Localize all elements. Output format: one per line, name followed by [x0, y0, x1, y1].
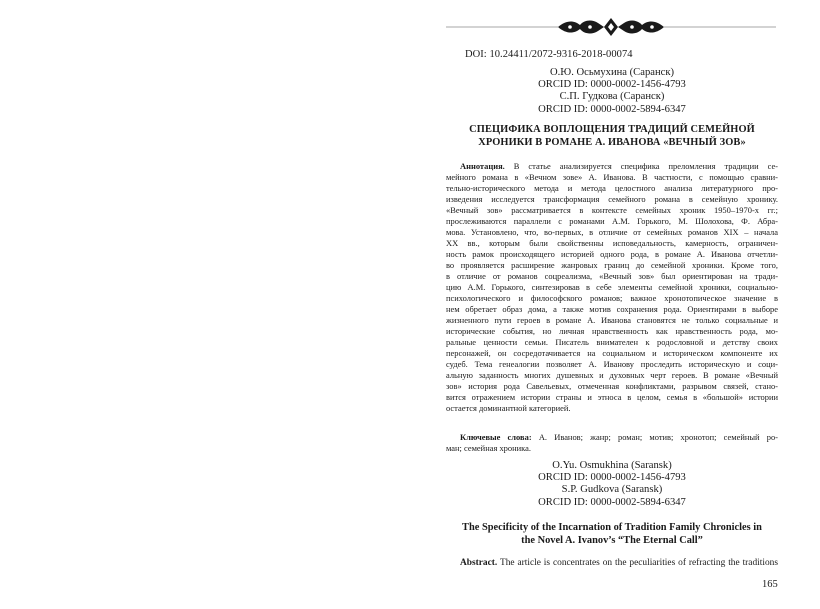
keywords-label: Ключевые слова: — [460, 432, 532, 442]
orcid-line: ORCID ID: 0000-0002-5894-6347 — [538, 496, 686, 508]
abstract-line: вится отражением истории страны и этноса в целом, семья в «большой» истории — [446, 392, 778, 403]
abstract-line: ральные ценности семьи. Писатель внимателен к родословной и детству своих — [446, 337, 778, 348]
abstract-line: мейного романа в «Вечном зове» А. Иванова. В частности, с помощью сравни- — [446, 172, 778, 183]
abstract-line: альную заданность многих душевных и духовных черт героев. В романе «Вечный — [446, 370, 778, 381]
orcid-line: ORCID ID: 0000-0002-5894-6347 — [538, 103, 686, 115]
abstract-line: персонажей, он сосредотачивается на социальном и историческом компоненте их — [446, 348, 778, 359]
keywords-line — [446, 432, 778, 443]
abstract-en-text: The article is concentrates on the peculiarities of refracting the traditions — [497, 558, 778, 568]
title-line: ХРОНИКИ В РОМАНЕ А. ИВАНОВА «ВЕЧНЫЙ ЗОВ» — [478, 136, 746, 148]
abstract-line: жизненного пути героев в романе А. Иванова становятся не только социальные и — [446, 315, 778, 326]
abstract-en — [446, 557, 778, 569]
abstract-first-line: В статье анализируется специфика преломления традиции се- — [504, 161, 778, 171]
abstract-line: XX вв., которым были свойственны исповедальность, камерность, ограничен- — [446, 238, 778, 249]
author-line: S.P. Gudkova (Saransk) — [561, 484, 663, 496]
page-number: 165 — [762, 579, 778, 590]
abstract-line: прослеживаются параллели с романами А.М. Горького, М. Шолохова, Ф. Абра- — [446, 216, 778, 227]
header-ornament — [446, 16, 776, 38]
abstract-line: изведения исследуется трансформация семейного романа в семейную хронику. — [446, 194, 778, 205]
abstract-line: во проявляется расширение жанровых границ до семейной хроники. Кроме того, — [446, 260, 778, 271]
keywords-ru — [446, 432, 778, 454]
abstract-line: исторические события, но личная нравственность как нравственность рода, мо- — [446, 326, 778, 337]
title-line: СПЕЦИФИКА ВОПЛОЩЕНИЯ ТРАДИЦИЙ СЕМЕЙНОЙ — [469, 124, 755, 135]
title-line: The Specificity of the Incarnation of Tradition Family Chronicles in — [462, 522, 762, 533]
abstract-line: «Вечный зов» рассматривается в контексте семейных хроник 1950–1970-х гг.; — [446, 205, 778, 216]
author-line: O.Yu. Osmukhina (Saransk) — [552, 460, 672, 471]
abstract-line: зов» история рода Савельевых, отмеченная конфликтами, разрывом связей, стано- — [446, 381, 778, 392]
keywords-first-line: А. Иванов; жанр; роман; мотив; хронотоп; семейный ро- — [531, 432, 778, 442]
abstract-line: в отличие от романов соцреализма, «Вечный зов» был ориентирован на тради- — [446, 271, 778, 282]
abstract-line: нем обретает образ дома, а также мотив сохранения рода. Ориентирами в выборе — [446, 304, 778, 315]
abstract-line: мова. Установлено, что, во-первых, в отличие от семейных романов XIX – начала — [446, 227, 778, 238]
abstract-line: ность рамок происходящего историей одного рода, в романе А. Иванова отчетли- — [446, 249, 778, 260]
abstract-line — [446, 161, 778, 172]
abstract-line: цию А.М. Горького, синтезировав в себе элементы семейной хроники, социально- — [446, 282, 778, 293]
abstract-ru — [446, 161, 778, 414]
article-title-en — [446, 522, 778, 547]
abstract-line: тельно-исторического метода и метода целостного анализа литературного про- — [446, 183, 778, 194]
authors-ru — [446, 67, 778, 116]
keywords-line: ман; семейная хроника. — [446, 443, 531, 453]
orcid-line: ORCID ID: 0000-0002-1456-4793 — [538, 79, 686, 91]
author-line: С.П. Гудкова (Саранск) — [559, 91, 665, 103]
authors-en — [446, 460, 778, 509]
abstract-line: судеб. Тема генеалогии позволяет А. Иванову проследить историческую и соци- — [446, 359, 778, 370]
title-line: the Novel A. Ivanov’s “The Eternal Call” — [521, 534, 703, 546]
abstract-label: Аннотация. — [460, 161, 505, 171]
author-line: О.Ю. Осьмухина (Саранск) — [550, 67, 674, 78]
abstract-en-label: Abstract. — [460, 558, 498, 568]
orcid-line: ORCID ID: 0000-0002-1456-4793 — [538, 472, 686, 484]
article-title-ru — [446, 124, 778, 149]
abstract-line: остается доминантной категорией. — [446, 403, 571, 414]
abstract-line: психологического и философского романов; важное хронотопическое значение в — [446, 293, 778, 304]
doi: DOI: 10.24411/2072-9316-2018-00074 — [465, 49, 633, 60]
